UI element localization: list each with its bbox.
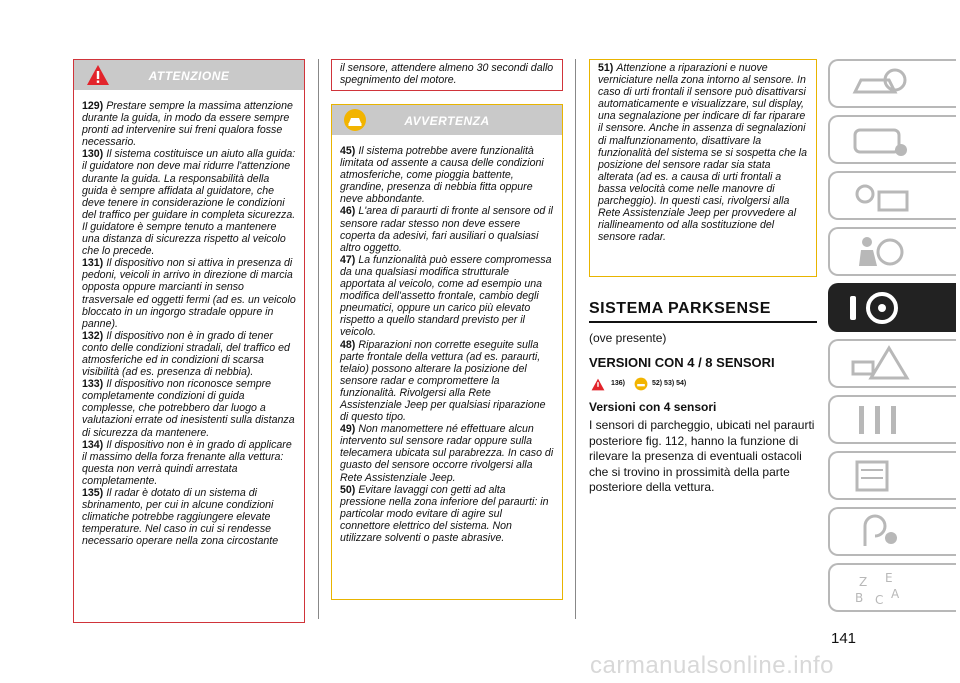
note-text: Il dispositivo non è in grado di tener conto delle condizioni stradali, del traffico ed atmosferiche ed in condizioni di scarsa visibilità (ad es. presenza di nebbia). — [82, 329, 290, 379]
caution-refs: 52) 53) 54) — [652, 380, 687, 387]
caution-text — [332, 145, 562, 544]
note-text: Non manomettere né effettuare alcun intervento sul sensore radar oppure sulla telecamera ubicata sul parabrezza. In caso di guasto del sensore occorre rivolgersi alla Rete Assistenziale Jeep. — [340, 423, 554, 484]
note-text: Il sistema potrebbe avere funzionalità limitata od assente a causa delle condizioni atmosferiche, come pioggia battente, grandine, presenza di nebbia fitta oppure neve abbondante. — [340, 145, 544, 206]
note-text: Riparazioni non corrette eseguite sulla parte frontale della vettura (ad es. paraurti, telaio) possono alterare la posizione del sensore radar e compromettere la funzionalità. Rivolgersi alla Rete Assistenziale Jeep per qualsiasi riparazione di questo tipo. — [340, 338, 546, 424]
caution-banner — [332, 105, 562, 135]
note-item — [340, 339, 554, 424]
specs-icon[interactable] — [828, 451, 956, 500]
note-text: Il sistema costituisce un aiuto alla guida: il guidatore non deve mai ridurre l'attenzione durante la guida. La responsabilità della guida è sempre affidata al guidatore, che deve tenere in considerazione le condizioni del traffico per guidare in completa sicurezza. Il guidatore è sempre tenuto a mantenere una distanza di sicurezza rispetto al veicolo che lo precede. — [82, 148, 296, 258]
note-item — [82, 487, 296, 547]
note-number: 51) — [598, 62, 614, 74]
lights-icon[interactable] — [828, 171, 956, 220]
note-text: Prestare sempre la massima attenzione durante la guida, in modo da essere sempre pronti ad intervenire sui freni qualora fosse necessario. — [82, 100, 293, 149]
note-item — [82, 378, 296, 438]
note-item — [340, 423, 554, 483]
note-item — [82, 330, 296, 378]
car-info-icon[interactable] — [828, 59, 956, 108]
note-number: 132) — [82, 329, 104, 342]
attention-box — [73, 59, 305, 623]
refs-row — [589, 376, 817, 396]
note-text: Attenzione a riparazioni e nuove verniciature nella zona intorno al sensore. In caso di urti frontali il sensore può disattivarsi automaticamente e visualizzare, sul display, una segnalazione per indicare di far riparare il sensore. Anche in assenza di segnalazioni di malfunzionamento, disattivare la funzionalità del sistema se si sospetta che la posizione del sensore radar sia stata alterata (ad es. a causa di urti frontali a bassa velocità come nelle manovre di parcheggio). In questi casi, rivolgersi alla Rete Assistenziale Jeep per provvedere al riallineamento od alla sostituzione del sensore radar. — [598, 62, 808, 244]
caution-title: AVVERTENZA — [404, 114, 490, 128]
note-number: 49) — [340, 423, 356, 436]
note-number: 131) — [82, 257, 104, 270]
note-item — [340, 484, 554, 544]
page-number: 141 — [831, 630, 857, 647]
note-number: 134) — [82, 438, 104, 451]
tools-icon[interactable] — [828, 395, 956, 444]
note-text: L'area di paraurti di fronte al sensore od il sensore radar stesso non deve essere coperta da adesivi, fari ausiliari o qualsiasi altro oggetto. — [340, 205, 553, 254]
note-item — [340, 205, 554, 253]
section-title: SISTEMA PARKSENSE — [589, 300, 771, 317]
note-number: 135) — [82, 487, 104, 499]
svg-text:A: A — [891, 587, 900, 601]
attention-banner — [74, 60, 304, 90]
note-text: Il dispositivo non riconosce sempre completamente condizioni di guida complesse, che potrebbero dar luogo a valutazioni errate od inesistenti sulla distanza di sicurezza da mantenere. — [82, 378, 295, 439]
multimedia-icon[interactable] — [828, 507, 956, 556]
svg-text:C: C — [875, 593, 884, 607]
note-item — [82, 100, 296, 148]
section-rule — [589, 321, 817, 323]
note-number: 48) — [340, 338, 356, 351]
note-text: Evitare lavaggi con getti ad alta pressione nella zona inferiore del paraurti: in particolar modo evitare di agire sul connettore elettrico del sistema. Non utilizzare solventi o paste abrasive. — [340, 483, 549, 544]
warning-icon[interactable] — [828, 339, 956, 388]
attention-title: ATTENZIONE — [148, 69, 230, 83]
caution-note-box — [589, 59, 817, 277]
note-number: 130) — [82, 148, 104, 161]
note-number: 50) — [340, 483, 356, 496]
attention-continuation — [331, 59, 563, 91]
note-item — [82, 148, 296, 257]
note-number: 45) — [340, 145, 356, 157]
note-number: 129) — [82, 100, 104, 112]
svg-text:B: B — [855, 591, 864, 605]
note-text: La funzionalità può essere compromessa da una qualsiasi modifica strutturale apportata al veicolo, come ad esempio una modifica dell'assetto frontale, cambio degli pneumatici, oppure un carico più elevato rispetto a quello standard previsto per il veicolo. — [340, 253, 552, 339]
note-item — [340, 254, 554, 339]
sensors-text: I sensori di parcheggio, ubicati nel paraurti posteriore fig. 112, hanno la funzione di rilevare la presenza di eventuali ostacoli che si trovino in prossimità della parte posteriore della vettura. — [589, 418, 815, 494]
airbag-icon[interactable] — [828, 227, 956, 276]
caution-box — [331, 104, 563, 600]
car-caution-icon — [634, 377, 648, 391]
warning-triangle-icon — [591, 378, 605, 391]
continuation-text: il sensore, attendere almeno 30 secondi dallo spegnimento del motore. — [340, 62, 554, 87]
versions-title: VERSIONI CON 4 / 8 SENSORI — [589, 355, 775, 370]
note-number: 47) — [340, 253, 356, 266]
svg-text:Z: Z — [859, 575, 868, 589]
steering-key-icon[interactable] — [828, 283, 956, 332]
column-divider — [575, 59, 576, 619]
column-divider — [318, 59, 319, 619]
section-subtitle: (ove presente) — [589, 331, 667, 345]
note-text: Il radar è dotato di un sistema di sbrinamento, per cui in alcune condizioni climatiche potrebbe raggiungere elevate temperature. Nel caso in cui si rendesse necessario operare nella zona circostante — [82, 487, 279, 548]
attention-text — [74, 100, 304, 547]
note-item — [82, 439, 296, 487]
watermark: carmanualsonline.info — [590, 652, 834, 679]
sensors-title: Versioni con 4 sensori — [589, 400, 717, 414]
note-number: 46) — [340, 205, 356, 218]
note-item — [340, 145, 554, 205]
note-number: 133) — [82, 378, 104, 391]
note-text: Il dispositivo non si attiva in presenza di pedoni, veicoli in arrivo in direzione di marcia opposta oppure marcianti in senso trasversale ed oggetti fermi (ad es. un veicolo bloccato in un ingorgo stradale oppure in panne). — [82, 257, 296, 330]
svg-text:E: E — [885, 571, 893, 585]
warning-refs: 136) — [611, 380, 626, 387]
index-icon[interactable] — [828, 563, 956, 612]
parksense-section — [589, 300, 817, 496]
dashboard-icon[interactable] — [828, 115, 956, 164]
note-item — [82, 257, 296, 330]
note-text: Il dispositivo non è in grado di applicare il massimo della forza frenante alla vettura: questa non verrà quindi arrestata completamente. — [82, 438, 292, 487]
caution-note — [590, 60, 816, 243]
